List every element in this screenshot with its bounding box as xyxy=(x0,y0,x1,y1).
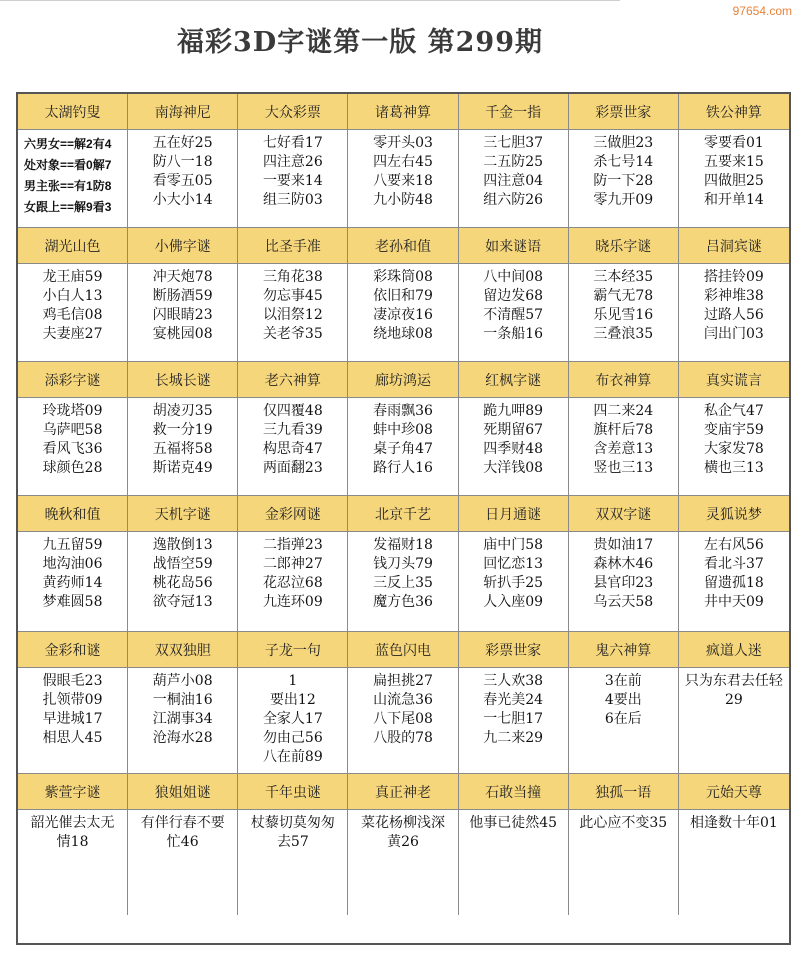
riddle-table xyxy=(16,92,791,945)
riddle-cell xyxy=(238,668,348,774)
riddle-line: 大家发78 xyxy=(704,441,764,457)
riddle-line: 庙中门58 xyxy=(483,537,544,553)
riddle-cell xyxy=(18,130,128,228)
riddle-cell xyxy=(18,810,128,915)
riddle-line: 魔方色36 xyxy=(373,594,433,610)
riddle-line: 早进城17 xyxy=(42,711,103,727)
riddle-cell xyxy=(348,668,458,774)
column-header: 廊坊鸿运 xyxy=(348,362,458,398)
riddle-cell xyxy=(128,810,238,915)
riddle-line: 零九开09 xyxy=(593,192,654,208)
column-header: 太湖钓叟 xyxy=(18,94,128,130)
riddle-cell xyxy=(128,532,238,632)
riddle-line: 春光美24 xyxy=(483,692,544,708)
riddle-line: 彩神堆38 xyxy=(704,288,764,304)
riddle-line: 含差意13 xyxy=(593,441,654,457)
riddle-line: 九小防48 xyxy=(373,192,433,208)
riddle-line: 葫芦小08 xyxy=(152,673,213,689)
riddle-line: 四注意04 xyxy=(483,173,544,189)
riddle-line: 旗杆后78 xyxy=(593,422,654,438)
riddle-line: 井中天09 xyxy=(704,594,764,610)
column-header: 如来谜语 xyxy=(459,228,569,264)
column-header: 诸葛神算 xyxy=(348,94,458,130)
riddle-line: 江湖事34 xyxy=(152,711,213,727)
column-header: 南海神尼 xyxy=(128,94,238,130)
riddle-cell xyxy=(459,264,569,362)
riddle-line: 五在好25 xyxy=(152,135,213,151)
column-header: 千金一指 xyxy=(459,94,569,130)
riddle-line: 只为东君去任轻29 xyxy=(684,673,783,708)
riddle-line: 三叠浪35 xyxy=(593,326,654,342)
riddle-line: 闪眼睛23 xyxy=(152,307,213,323)
riddle-line: 三角花38 xyxy=(262,269,323,285)
column-header: 小佛字谜 xyxy=(128,228,238,264)
riddle-line: 关老爷35 xyxy=(262,326,323,342)
riddle-line: 球颜色28 xyxy=(42,460,103,476)
riddle-cell xyxy=(679,264,789,362)
column-header: 双双字谜 xyxy=(569,496,679,532)
riddle-line: 夫妻座27 xyxy=(42,326,103,342)
riddle-line: 留边发68 xyxy=(483,288,544,304)
riddle-line: 跪九呷89 xyxy=(483,403,544,419)
riddle-line: 杀七号14 xyxy=(593,154,654,170)
riddle-cell xyxy=(459,810,569,915)
riddle-line: 仅四覆48 xyxy=(262,403,323,419)
riddle-line: 桌子角47 xyxy=(373,441,433,457)
riddle-cell xyxy=(128,264,238,362)
column-header: 老六神算 xyxy=(238,362,348,398)
riddle-line: 男主张==有1防8 xyxy=(24,179,112,193)
column-header: 老孙和值 xyxy=(348,228,458,264)
riddle-line: 小白人13 xyxy=(42,288,103,304)
riddle-line: 三七胆37 xyxy=(483,135,544,151)
column-header: 独孤一语 xyxy=(569,774,679,810)
riddle-line: 黄药师14 xyxy=(42,575,103,591)
column-header: 天机字谜 xyxy=(128,496,238,532)
riddle-line: 二指弹23 xyxy=(262,537,323,553)
riddle-line: 欲夺冠13 xyxy=(152,594,213,610)
riddle-cell xyxy=(18,398,128,496)
riddle-line: 勿由己56 xyxy=(262,730,323,746)
riddle-line: 私企气47 xyxy=(704,403,764,419)
riddle-line: 死期留67 xyxy=(483,422,544,438)
riddle-line: 花忍泣68 xyxy=(262,575,323,591)
riddle-cell xyxy=(238,810,348,915)
riddle-line: 人入座09 xyxy=(483,594,544,610)
riddle-line: 看风飞36 xyxy=(42,441,103,457)
riddle-cell xyxy=(679,668,789,774)
riddle-cell xyxy=(128,130,238,228)
site-watermark: 97654.com xyxy=(732,4,792,18)
riddle-line: 三反上35 xyxy=(373,575,433,591)
riddle-line: 八在前89 xyxy=(262,749,323,765)
riddle-line: 发福财18 xyxy=(373,537,433,553)
riddle-line: 组六防26 xyxy=(483,192,544,208)
riddle-line: 两面翻23 xyxy=(262,460,323,476)
column-header: 比圣手准 xyxy=(238,228,348,264)
riddle-line: 四注意26 xyxy=(262,154,323,170)
riddle-line: 四二来24 xyxy=(593,403,654,419)
riddle-cell xyxy=(238,264,348,362)
riddle-cell xyxy=(679,532,789,632)
riddle-line: 八中间08 xyxy=(483,269,544,285)
riddle-line: 以泪祭12 xyxy=(262,307,323,323)
riddle-line: 左右风56 xyxy=(704,537,764,553)
column-header: 吕洞宾谜 xyxy=(679,228,789,264)
riddle-line: 零要看01 xyxy=(704,135,764,151)
riddle-cell xyxy=(348,264,458,362)
riddle-line: 女跟上==解9看3 xyxy=(24,200,112,214)
riddle-line: 一七胆17 xyxy=(483,711,544,727)
riddle-line: 斩扒手25 xyxy=(483,575,544,591)
column-header: 蓝色闪电 xyxy=(348,632,458,668)
column-header: 晚秋和值 xyxy=(18,496,128,532)
column-header: 北京千艺 xyxy=(348,496,458,532)
riddle-cell xyxy=(128,398,238,496)
riddle-line: 扎领带09 xyxy=(42,692,103,708)
column-header: 狼姐姐谜 xyxy=(128,774,238,810)
riddle-line: 小大小14 xyxy=(152,192,213,208)
riddle-cell xyxy=(18,532,128,632)
riddle-line: 乌萨吧58 xyxy=(42,422,103,438)
column-header: 湖光山色 xyxy=(18,228,128,264)
riddle-cell xyxy=(18,264,128,362)
riddle-line: 七好看17 xyxy=(262,135,323,151)
column-header: 金彩和谜 xyxy=(18,632,128,668)
riddle-line: 绕地球08 xyxy=(373,326,433,342)
riddle-line: 八要来18 xyxy=(373,173,433,189)
riddle-line: 蚌中珍08 xyxy=(373,422,433,438)
riddle-cell xyxy=(569,532,679,632)
column-header: 元始天尊 xyxy=(679,774,789,810)
riddle-line: 韶光催去太无情18 xyxy=(30,815,115,850)
riddle-line: 胡凌刃35 xyxy=(152,403,213,419)
riddle-line: 斯诺克49 xyxy=(152,460,213,476)
riddle-line: 山流急36 xyxy=(373,692,433,708)
riddle-line: 搭挂铃09 xyxy=(704,269,764,285)
riddle-cell xyxy=(459,398,569,496)
riddle-line: 九连环09 xyxy=(262,594,323,610)
riddle-line: 6在后 xyxy=(604,711,642,727)
column-header: 双双独胆 xyxy=(128,632,238,668)
riddle-line: 他事已徒然45 xyxy=(469,815,558,831)
riddle-line: 勿忘事45 xyxy=(262,288,323,304)
riddle-line: 1 xyxy=(288,673,298,689)
riddle-line: 梦难圆58 xyxy=(42,594,103,610)
riddle-line: 组三防03 xyxy=(262,192,323,208)
riddle-cell xyxy=(569,668,679,774)
riddle-line: 五要来15 xyxy=(704,154,764,170)
riddle-line: 扁担挑27 xyxy=(373,673,433,689)
page-title: 福彩3D字谜第一版 第299期 xyxy=(177,27,543,58)
riddle-cell xyxy=(238,532,348,632)
riddle-cell xyxy=(679,810,789,915)
column-header: 铁公神算 xyxy=(679,94,789,130)
riddle-line: 看北斗37 xyxy=(704,556,764,572)
riddle-cell xyxy=(348,130,458,228)
riddle-line: 九五留59 xyxy=(42,537,103,553)
riddle-line: 钱刀头79 xyxy=(373,556,433,572)
riddle-line: 4要出 xyxy=(604,692,642,708)
riddle-line: 彩珠筒08 xyxy=(373,269,433,285)
riddle-cell xyxy=(569,810,679,915)
riddle-cell xyxy=(348,810,458,915)
riddle-line: 变庙宇59 xyxy=(704,422,764,438)
riddle-cell xyxy=(569,264,679,362)
riddle-line: 菜花杨柳浅深黄26 xyxy=(360,815,445,850)
riddle-cell xyxy=(348,532,458,632)
riddle-line: 留遗孤18 xyxy=(704,575,764,591)
column-header: 真实谎言 xyxy=(679,362,789,398)
riddle-line: 竖也三13 xyxy=(593,460,654,476)
column-header: 石敢当撞 xyxy=(459,774,569,810)
riddle-line: 春雨飘36 xyxy=(373,403,433,419)
riddle-line: 三本经35 xyxy=(593,269,654,285)
column-header: 灵狐说梦 xyxy=(679,496,789,532)
column-header: 子龙一句 xyxy=(238,632,348,668)
riddle-line: 零开头03 xyxy=(373,135,433,151)
riddle-line: 3在前 xyxy=(604,673,642,689)
riddle-line: 相逢数十年01 xyxy=(690,815,778,831)
riddle-line: 五福将58 xyxy=(152,441,213,457)
riddle-cell xyxy=(18,668,128,774)
riddle-line: 森林木46 xyxy=(593,556,654,572)
riddle-line: 凄凉夜16 xyxy=(373,307,433,323)
riddle-cell xyxy=(238,130,348,228)
column-header: 真正神老 xyxy=(348,774,458,810)
riddle-line: 四季财48 xyxy=(483,441,544,457)
riddle-line: 逸散倒13 xyxy=(152,537,213,553)
riddle-line: 防八一18 xyxy=(152,154,213,170)
riddle-line: 三做胆23 xyxy=(593,135,654,151)
riddle-line: 不清醒57 xyxy=(483,307,544,323)
riddle-cell xyxy=(238,398,348,496)
column-header: 添彩字谜 xyxy=(18,362,128,398)
riddle-cell xyxy=(459,532,569,632)
riddle-line: 三九看39 xyxy=(262,422,323,438)
riddle-line: 二郎神27 xyxy=(262,556,323,572)
column-header: 日月通谜 xyxy=(459,496,569,532)
riddle-cell xyxy=(459,668,569,774)
riddle-line: 回忆恋13 xyxy=(483,556,544,572)
riddle-cell xyxy=(569,398,679,496)
riddle-line: 有伴行春不要忙46 xyxy=(140,815,225,850)
riddle-line: 三人欢38 xyxy=(483,673,544,689)
riddle-cell xyxy=(459,130,569,228)
riddle-line: 和开单14 xyxy=(704,192,764,208)
riddle-cell xyxy=(679,130,789,228)
riddle-line: 构思奇47 xyxy=(262,441,323,457)
riddle-cell xyxy=(128,668,238,774)
riddle-line: 一桐油16 xyxy=(152,692,213,708)
riddle-line: 沧海水28 xyxy=(152,730,213,746)
riddle-line: 桃花岛56 xyxy=(152,575,213,591)
column-header: 彩票世家 xyxy=(459,632,569,668)
riddle-line: 要出12 xyxy=(269,692,316,708)
riddle-line: 玲珑塔09 xyxy=(42,403,103,419)
riddle-line: 乐见雪16 xyxy=(593,307,654,323)
riddle-line: 鸡毛信08 xyxy=(42,307,103,323)
riddle-line: 全家人17 xyxy=(262,711,323,727)
riddle-line: 横也三13 xyxy=(704,460,764,476)
column-header: 紫萱字谜 xyxy=(18,774,128,810)
riddle-line: 二五防25 xyxy=(483,154,544,170)
riddle-cell xyxy=(569,130,679,228)
riddle-line: 处对象==看0解7 xyxy=(24,158,112,172)
riddle-cell xyxy=(348,398,458,496)
riddle-line: 防一下28 xyxy=(593,173,654,189)
riddle-line: 断肠酒59 xyxy=(152,288,213,304)
riddle-line: 一条船16 xyxy=(483,326,544,342)
riddle-line: 九二来29 xyxy=(483,730,544,746)
column-header: 布衣神算 xyxy=(569,362,679,398)
column-header: 红枫字谜 xyxy=(459,362,569,398)
riddle-line: 四做胆25 xyxy=(704,173,764,189)
riddle-line: 地沟油06 xyxy=(42,556,103,572)
riddle-line: 救一分19 xyxy=(152,422,213,438)
riddle-line: 贵如油17 xyxy=(593,537,654,553)
riddle-line: 杖藜切莫匆匆去57 xyxy=(250,815,335,850)
column-header: 疯道人迷 xyxy=(679,632,789,668)
riddle-line: 相思人45 xyxy=(42,730,103,746)
column-header: 彩票世家 xyxy=(569,94,679,130)
riddle-line: 过路人56 xyxy=(704,307,764,323)
riddle-line: 依旧和79 xyxy=(373,288,433,304)
riddle-line: 县官印23 xyxy=(593,575,654,591)
riddle-line: 四左右45 xyxy=(373,154,433,170)
riddle-line: 假眼毛23 xyxy=(42,673,103,689)
riddle-line: 八下尾08 xyxy=(373,711,433,727)
riddle-line: 此心应不变35 xyxy=(579,815,668,831)
riddle-line: 路行人16 xyxy=(373,460,433,476)
riddle-line: 闫出门03 xyxy=(704,326,764,342)
column-header: 晓乐字谜 xyxy=(569,228,679,264)
riddle-line: 宴桃园08 xyxy=(152,326,213,342)
column-header: 长城长谜 xyxy=(128,362,238,398)
riddle-cell xyxy=(679,398,789,496)
riddle-line: 看零五05 xyxy=(152,173,213,189)
riddle-line: 八股的78 xyxy=(373,730,433,746)
column-header: 金彩网谜 xyxy=(238,496,348,532)
riddle-line: 冲天炮78 xyxy=(152,269,213,285)
riddle-line: 战悟空59 xyxy=(152,556,213,572)
riddle-line: 大洋钱08 xyxy=(483,460,544,476)
column-header: 大众彩票 xyxy=(238,94,348,130)
top-divider xyxy=(0,0,620,1)
riddle-line: 一要来14 xyxy=(262,173,323,189)
riddle-line: 龙王庙59 xyxy=(42,269,103,285)
riddle-line: 霸气无78 xyxy=(593,288,654,304)
riddle-line: 六男女==解2有4 xyxy=(24,137,112,151)
riddle-line: 乌云天58 xyxy=(593,594,654,610)
column-header: 千年虫谜 xyxy=(238,774,348,810)
column-header: 鬼六神算 xyxy=(569,632,679,668)
